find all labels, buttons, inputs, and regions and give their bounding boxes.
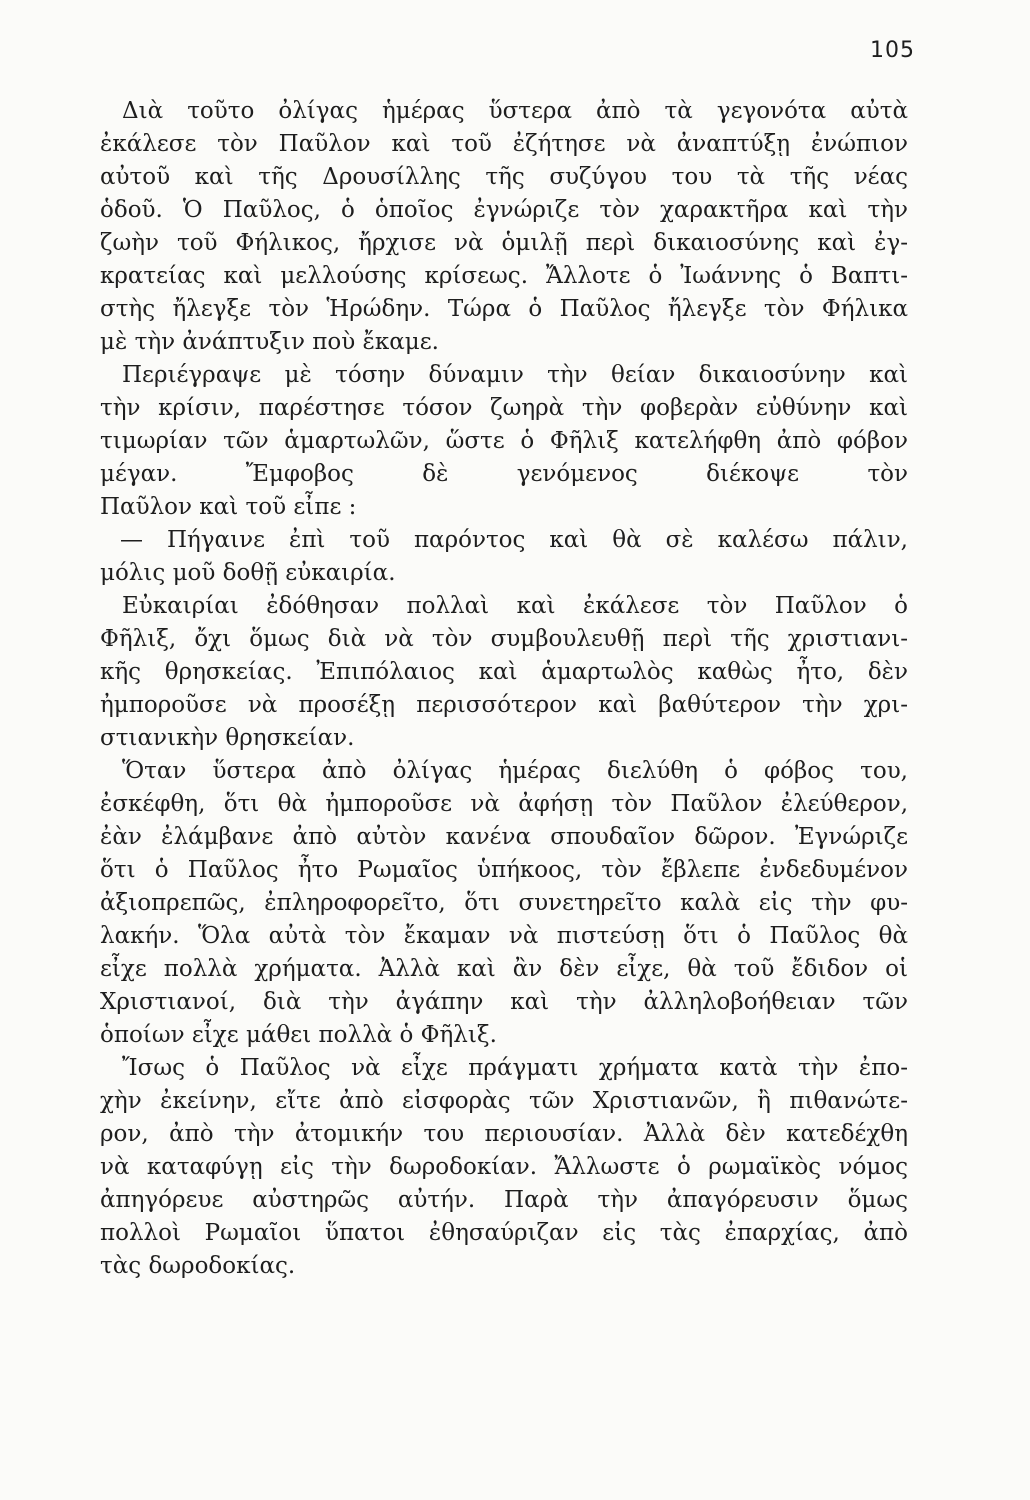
- text-line: ρον, ἀπὸ τὴν ἀτομικήν του περιουσίαν. Ἀλλὰ δὲν κατεδέχθη: [100, 1121, 908, 1147]
- text-line: Εὐκαιρίαι ἐδόθησαν πολλαὶ καὶ ἐκάλεσε τὸν Παῦλον ὁ: [122, 593, 908, 619]
- text-line: Ὅταν ὕστερα ἀπὸ ὀλίγας ἡμέρας διελύθη ὁ φόβος του,: [122, 758, 908, 784]
- text-line: Φῆλιξ, ὄχι ὅμως διὰ νὰ τὸν συμβουλευθῇ περὶ τῆς χριστιανι-: [100, 626, 908, 652]
- text-line: ὁδοῦ. Ὁ Παῦλος, ὁ ὁποῖος ἐγνώριζε τὸν χαρακτῆρα καὶ τὴν: [100, 197, 908, 223]
- text-line: Ἴσως ὁ Παῦλος νὰ εἶχε πράγματι χρήματα κατὰ τὴν ἐπο-: [122, 1055, 908, 1081]
- text-line: μὲ τὴν ἀνάπτυξιν ποὺ ἔκαμε.: [100, 329, 439, 355]
- text-line: τὴν κρίσιν, παρέστησε τόσον ζωηρὰ τὴν φοβερὰν εὐθύνην καὶ: [100, 395, 908, 421]
- text-line: ὅτι ὁ Παῦλος ἦτο Ρωμαῖος ὑπήκοος, τὸν ἔβλεπε ἐνδεδυμένον: [100, 857, 908, 883]
- text-line: Παῦλον καὶ τοῦ εἶπε :: [100, 494, 357, 520]
- text-line: λακήν. Ὅλα αὐτὰ τὸν ἔκαμαν νὰ πιστεύσῃ ὅτι ὁ Παῦλος θὰ: [100, 923, 908, 949]
- text-line: νὰ καταφύγῃ εἰς τὴν δωροδοκίαν. Ἄλλωστε ὁ ρωμαϊκὸς νόμος: [100, 1154, 908, 1180]
- text-line: ἐσκέφθη, ὅτι θὰ ἠμποροῦσε νὰ ἀφήσῃ τὸν Παῦλον ἐλεύθερον,: [100, 791, 908, 817]
- text-line: ἀπηγόρευε αὐστηρῶς αὐτήν. Παρὰ τὴν ἀπαγόρευσιν ὅμως: [100, 1187, 908, 1213]
- text-line: ἐκάλεσε τὸν Παῦλον καὶ τοῦ ἐζήτησε νὰ ἀναπτύξῃ ἐνώπιον: [100, 131, 908, 157]
- text-line: μόλις μοῦ δοθῇ εὐκαιρία.: [100, 560, 396, 586]
- text-line: Χριστιανοί, διὰ τὴν ἀγάπην καὶ τὴν ἀλληλοβοήθειαν τῶν: [100, 989, 908, 1015]
- page-number: 105: [870, 38, 915, 63]
- text-line: κρατείας καὶ μελλούσης κρίσεως. Ἄλλοτε ὁ Ἰωάννης ὁ Βαπτι-: [100, 263, 908, 289]
- text-line: ἠμποροῦσε νὰ προσέξῃ περισσότερον καὶ βαθύτερον τὴν χρι-: [100, 692, 908, 718]
- text-line: κῆς θρησκείας. Ἐπιπόλαιος καὶ ἁμαρτωλὸς καθὼς ἦτο, δὲν: [100, 659, 908, 685]
- body-text: [100, 95, 908, 1283]
- text-line: αὐτοῦ καὶ τῆς Δρουσίλλης τῆς συζύγου του τὰ τῆς νέας: [100, 164, 908, 190]
- text-line: στιανικὴν θρησκείαν.: [100, 725, 355, 751]
- text-line: — Πήγαινε ἐπὶ τοῦ παρόντος καὶ θὰ σὲ καλέσω πάλιν,: [120, 527, 908, 553]
- text-line: Διὰ τοῦτο ὀλίγας ἡμέρας ὕστερα ἀπὸ τὰ γεγονότα αὐτὰ: [122, 98, 908, 124]
- text-line: ὁποίων εἶχε μάθει πολλὰ ὁ Φῆλιξ.: [100, 1022, 497, 1048]
- text-line: τιμωρίαν τῶν ἁμαρτωλῶν, ὥστε ὁ Φῆλιξ κατελήφθη ἀπὸ φόβον: [100, 428, 908, 454]
- text-line: πολλοὶ Ρωμαῖοι ὕπατοι ἐθησαύριζαν εἰς τὰς ἐπαρχίας, ἀπὸ: [100, 1220, 908, 1246]
- text-line: ζωὴν τοῦ Φήλικος, ἤρχισε νὰ ὁμιλῇ περὶ δικαιοσύνης καὶ ἐγ-: [100, 230, 908, 256]
- text-line: τὰς δωροδοκίας.: [100, 1253, 296, 1279]
- text-line: εἶχε πολλὰ χρήματα. Ἀλλὰ καὶ ἂν δὲν εἶχε, θὰ τοῦ ἔδιδον οἱ: [100, 956, 908, 982]
- text-line: Περιέγραψε μὲ τόσην δύναμιν τὴν θείαν δικαιοσύνην καὶ: [122, 362, 908, 388]
- text-line: ἀξιοπρεπῶς, ἐπληροφορεῖτο, ὅτι συνετηρεῖτο καλὰ εἰς τὴν φυ-: [100, 890, 908, 916]
- text-line: ἐὰν ἐλάμβανε ἀπὸ αὐτὸν κανένα σπουδαῖον δῶρον. Ἐγνώριζε: [100, 824, 908, 850]
- text-line: χὴν ἐκείνην, εἴτε ἀπὸ εἰσφορὰς τῶν Χριστιανῶν, ἢ πιθανώτε-: [100, 1088, 908, 1114]
- text-line: στὴς ἤλεγξε τὸν Ἡρώδην. Τώρα ὁ Παῦλος ἤλεγξε τὸν Φήλικα: [100, 296, 908, 322]
- text-line: μέγαν. Ἔμφοβος δὲ γενόμενος διέκοψε τὸν: [100, 461, 908, 487]
